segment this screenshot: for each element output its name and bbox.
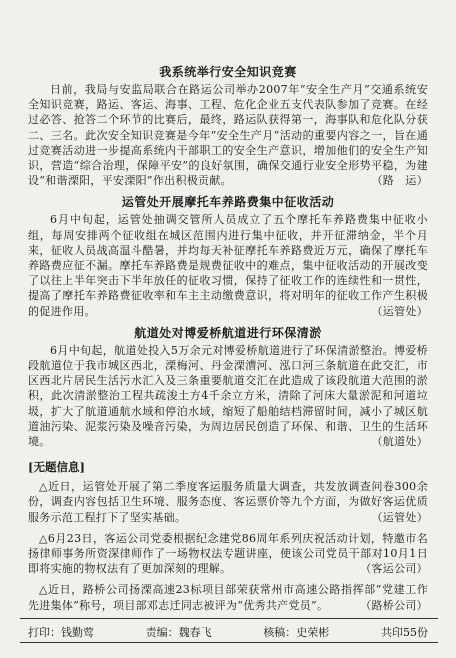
- footer-checker: 核稿：史荣彬: [263, 626, 330, 639]
- footer-bottom-rule: [20, 642, 438, 643]
- article-body: 6月中旬起，航道处投入5万余元对博爱桥航道进行了环保清淤整治。博爱桥段航道位于我市城区西北，溧梅河、丹金溧漕河、泓口河三条航道在此交汇，市区西北片居民生活污水汇入及三条重要航道交汇在此造成了该段航道大范围的淤积，此次清淤整治工程共疏浚土方4千余立方米，清除了河床大量淤泥和河道垃圾，扩大了航道通航水域和停泊水域，缩短了船舶结档滞留时间，减小了城区航道油污染、泥浆污染及噪音污染，为周边居民创造了环保、和谐、卫生的生活环境。 （航道处）: [28, 343, 428, 449]
- article-source: （路 运）: [371, 174, 428, 188]
- brief-item: △近日，路桥公司扬溧高速23标项目部荣获常州市高速公路指挥部“党建工作先进集体”称号，项目部邓志迁同志被评为“优秀共产党员”。 （路桥公司）: [28, 583, 428, 612]
- article-body: 日前，我局与安监局联合在路运公司举办2007年“安全生产月”交通系统安全知识竞赛，路运、客运、海事、工程、危化企业五支代表队参加了竞赛。在经过必答、抢答二个环节的比赛后，最终，路运队获得第一，海事队和危化队分获二、三名。此次安全知识竞赛是今年“安全生产月”活动的重要内容之一，旨在通过竞赛活动进一步提高系统内干部职工的安全生产意识，增加他们的安全生产知识，营造“综合治理，保障平安”的良好氛围，确保交通行业安全形势平稳，为建设“和谐溧阳，平安溧阳”作出积极贡献。 （路 运）: [28, 83, 428, 188]
- brief-source: （运管处）: [371, 510, 428, 524]
- brief-item: △近日，运管处开展了第二季度客运服务质量大调查，共发放调查问卷300余份，调查内容包括卫生环境、服务态度、客运票价等九个方面，为做好客运优质服务示范工程打下了坚实基础。 （运管处）: [28, 480, 428, 524]
- footer-copies: 共印55份: [380, 626, 428, 639]
- article-title: 我系统举行安全知识竞赛: [159, 65, 297, 79]
- article-title: 运管处开展摩托车养路费集中征收活动: [121, 195, 335, 210]
- footer: [28, 624, 428, 640]
- footer-printer: 打印：钱勤莺: [28, 626, 94, 639]
- article-body: 6月中旬起，运管处抽调交管所人员成立了五个摩托车养路费集中征收小组，每周安排两个征收组在城区范围内进行集中征收，并开征滞纳金，半个月来，征收人员战高温斗酷暑，并均每天补征摩托车养路费近万元，确保了摩托车养路费应征不漏。摩托车养路费是规费征收中的难点，集中征收活动的开展改变了以往上半年突击下半年放任的征收习惯，保持了征收工作的连续性和一贯性，提高了摩托车养路费征收率和车主主动缴费意识，将对明年的征收工作产生积极的促进作用。 （运管处）: [28, 213, 428, 318]
- brief-item: △6月23日，客运公司党委根据纪念建党86周年系列庆祝活动计划，特邀市名扬律师事务所资深律师作了一场物权法专题讲座，使该公司党员干部对10月1日即将实施的物权法有了更加深刻的理解。 （客运公司）: [28, 531, 428, 576]
- article-source: （航道处）: [371, 435, 428, 449]
- article-safety-contest: [28, 64, 428, 188]
- briefs-header: [无题信息]: [28, 460, 85, 475]
- footer-editor: 责编：魏春飞: [145, 626, 212, 639]
- article-title: 航道处对博爱桥航道进行环保清淤: [134, 325, 322, 340]
- article-motorcycle-fee: [28, 194, 428, 318]
- article-source: （运管处）: [371, 304, 428, 318]
- footer-top-rule: [20, 618, 438, 619]
- article-channel-dredging: [28, 325, 428, 449]
- brief-source: （路桥公司）: [360, 598, 428, 612]
- briefs-section: [28, 459, 428, 613]
- brief-source: （客运公司）: [360, 562, 428, 576]
